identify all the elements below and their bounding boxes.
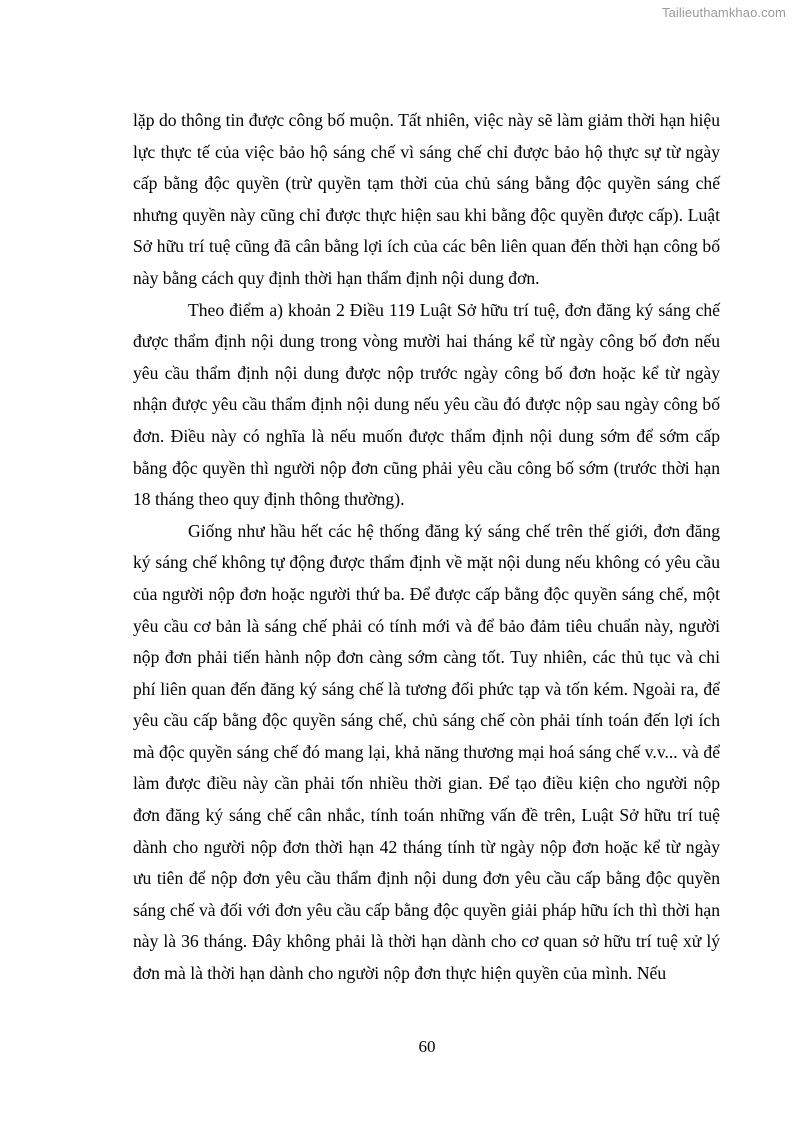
paragraph-examination-request: Giống như hầu hết các hệ thống đăng ký sáng chế trên thế giới, đơn đăng ký sáng chế không tự động được thẩm định về mặt nội dung nếu không có yêu cầu của người nộp đơn hoặc người thứ ba. Để được cấp bằng độc quyền sáng chế, một yêu cầu cơ bản là sáng chế phải có tính mới và để bảo đảm tiêu chuẩn này, người nộp đơn phải tiến hành nộp đơn càng sớm càng tốt. Tuy nhiên, các thủ tục và chi phí liên quan đến đăng ký sáng chế là tương đối phức tạp và tốn kém. Ngoài ra, để yêu cầu cấp bằng độc quyền sáng chế, chủ sáng chế còn phải tính toán đến lợi ích mà độc quyền sáng chế đó mang lại, khả năng thương mại hoá sáng chế v.v... và để làm được điều này cần phải tốn nhiều thời gian. Để tạo điều kiện cho người nộp đơn đăng ký sáng chế cân nhắc, tính toán những vấn đề trên, Luật Sở hữu trí tuệ dành cho người nộp đơn thời hạn 42 tháng tính từ ngày nộp đơn hoặc kể từ ngày ưu tiên để nộp đơn yêu cầu thẩm định nội dung đơn yêu cầu cấp bằng độc quyền sáng chế và đối với đơn yêu cầu cấp bằng độc quyền giải pháp hữu ích thì thời hạn này là 36 tháng. Đây không phải là thời hạn dành cho cơ quan sở hữu trí tuệ xử lý đơn mà là thời hạn dành cho người nộp đơn thực hiện quyền của mình. Nếu xyxy=(133,520,720,984)
paragraph-continuation: lặp do thông tin được công bố muộn. Tất nhiên, việc này sẽ làm giảm thời hạn hiệu lực thực tế của việc bảo hộ sáng chế vì sáng chế chỉ được bảo hộ thực sự từ ngày cấp bằng độc quyền (trừ quyền tạm thời của chủ sáng bằng độc quyền sáng chế nhưng quyền này cũng chỉ được thực hiện sau khi bằng độc quyền được cấp). Luật Sở hữu trí tuệ cũng đã cân bằng lợi ích của các bên liên quan đến thời hạn công bố này bằng cách quy định thời hạn thẩm định nội dung đơn. xyxy=(133,110,720,288)
page-number: 60 xyxy=(418,1037,436,1056)
watermark-text: Tailieuthamkhao.com xyxy=(661,5,786,20)
document-body xyxy=(133,105,720,990)
paragraph-examination-timeline: Theo điểm a) khoản 2 Điều 119 Luật Sở hữu trí tuệ, đơn đăng ký sáng chế được thẩm định nội dung trong vòng mười hai tháng kể từ ngày công bố đơn nếu yêu cầu thẩm định nội dung được nộp trước ngày công bố đơn hoặc kể từ ngày nhận được yêu cầu thẩm định nội dung nếu yêu cầu đó được nộp sau ngày công bố đơn. Điều này có nghĩa là nếu muốn được thẩm định nội dung sớm để sớm cấp bằng độc quyền thì người nộp đơn cũng phải yêu cầu công bố sớm (trước thời hạn 18 tháng theo quy định thông thường). xyxy=(133,299,720,510)
